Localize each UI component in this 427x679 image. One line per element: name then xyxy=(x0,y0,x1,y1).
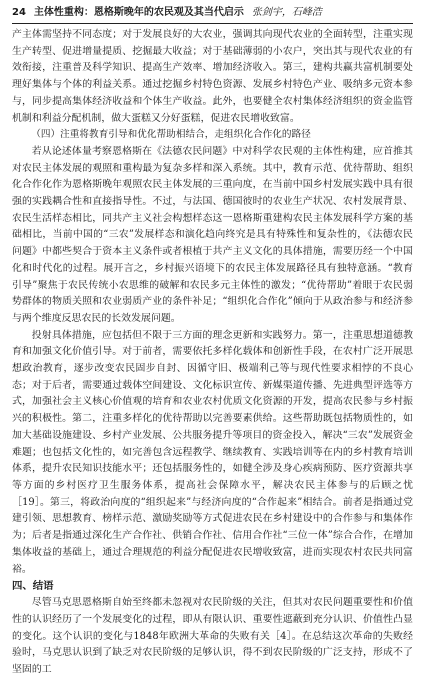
page-number: 24 xyxy=(12,7,26,18)
subsection-heading: （四）注重将教育引导和优化帮助相结合，走组织化合作化的路径 xyxy=(31,129,311,141)
running-header xyxy=(12,6,413,24)
article-body xyxy=(12,24,413,679)
running-authors: 张剑宇，石峰浩 xyxy=(251,7,322,18)
running-title: 主体性重构：恩格斯晚年的农民观及其当代启示 xyxy=(33,7,244,18)
section-heading: 四、结语 xyxy=(12,580,54,593)
paragraph-continued: 产主体需坚持不同态度；对于发展良好的大农业，强调其向现代农业的全面转型，注重实现生产转型、促进增量提质、挖掘最大收益；对于基础薄弱的小农户，突出其与现代农业的有效衔接，注重普及科学知识、提高生产效率、增加经济收入。第三，建构共赢共富机制要处理好集体与个体的利益关系。通过挖掘乡村特色资源、发展乡村特色产业、吸纳多元资本参与，同步提高集体经济收益和个体生产收益。此外，也要健全农村集体经济组织的资金监管机制和利益分配机制，做大蛋糕又分好蛋糕，促进农民增收致富。 xyxy=(12,29,413,124)
paragraph: 尽管马克思恩格斯自始至终都未忽视对农民阶级的关注，但其对农民问题重要性和价值性的认识经历了一个发展变化的过程，即从有限认识、重要性遮蔽到充分认识、价值性凸显的变化。这个认识的变化与1848年欧洲大革命的失败有关［4］。在总结这次革命的失败经验时，马克思认识到了缺乏对农民阶级的足够认识，得不到农民阶级的广泛支持，形成不了坚固的工 xyxy=(12,597,413,676)
paragraph: 若从论述体量考察恩格斯在《法德农民问题》中对科学农民观的主体性构建，应首推其对农民主体发展的观照和重构最为复杂多样和深入系统。其中，教育示范、优待帮助、组织化合作化作为恩格斯晚年观照农民主体发展的三重向度，在当前中国乡村发展实践中具有很强的实践耦合性和直接指导性。不过，与法国、德国彼时的农业生产状况、农村发展背景、农民生活样态相比，同共产主义社会构想样态这一恩格斯重建构农民主体发展科学方案的基础相比，当前中国的“三农”发展样态和演化趋向终究是具有特殊性和复杂性的，《法德农民问题》中都些契合于资本主义条件或者根植于共产主义文化的具体措施，需要历经一个中国化和时代化的过程。展开言之，乡村振兴语境下的农民主体发展路径具有独特意涵。“教育引导”聚焦于农民传统小农思维的破解和农民多元主体性的激发；“优待帮助”着眼于农民弱势群体的物质关照和农业弱质产业的条件补足；“组织化合作化”倾向于从政治参与和经济参与两个维度反思农民的长效发展问题。 xyxy=(12,145,413,324)
paragraph: 投射具体措施，应包括但不限于三方面的理念更新和实践努力。第一，注重思想道德教育和加强文化价值引导。对于前者，需要依托多样化载体和创新性手段，在农村广泛开展思想政治教育，逐步改变农民固步自封、因循守旧、极端利己等与现代性要求相悖的不良心态；对于后者，需要通过载体空间建设、文化标识宣传、新媒渠道传播、先进典型评选等方式，加强社会主义核心价值观的培育和农业农村优质文化资源的开发，提高农民参与乡村振兴的积极性。第二，注重多样化的优待帮助以完善要素供给。这些帮助既包括物质性的，如加大基础设施建设、乡村产业发展、公共服务提升等项目的资金投入，解决“三农”发展资金难题；也包括文化性的，如完善包含远程教学、继续教育、实践培训等在内的乡村教育培训体系，提升农民知识技能水平；还包括服务性的，如健全涉及身心疾病预防、医疗资源共享等方面的乡村医疗卫生服务体系，提高社会保障水平，解决农民主体参与的后顾之忧［19］。第三，将政治向度的“组织起来”与经济向度的“合作起来”相结合。前者是指通过党建引领、思想教育、榜样示范、激励奖励等方式促进农民在乡村建设中的合作参与和集体作为；后者是指通过深化生产合作社、供销合作社、信用合作社“三位一体”综合合作，在增加集体收益的基础上，通过合理规范的利益分配促进农民增收致富，进而实现农村农民共同富裕。 xyxy=(12,329,413,575)
